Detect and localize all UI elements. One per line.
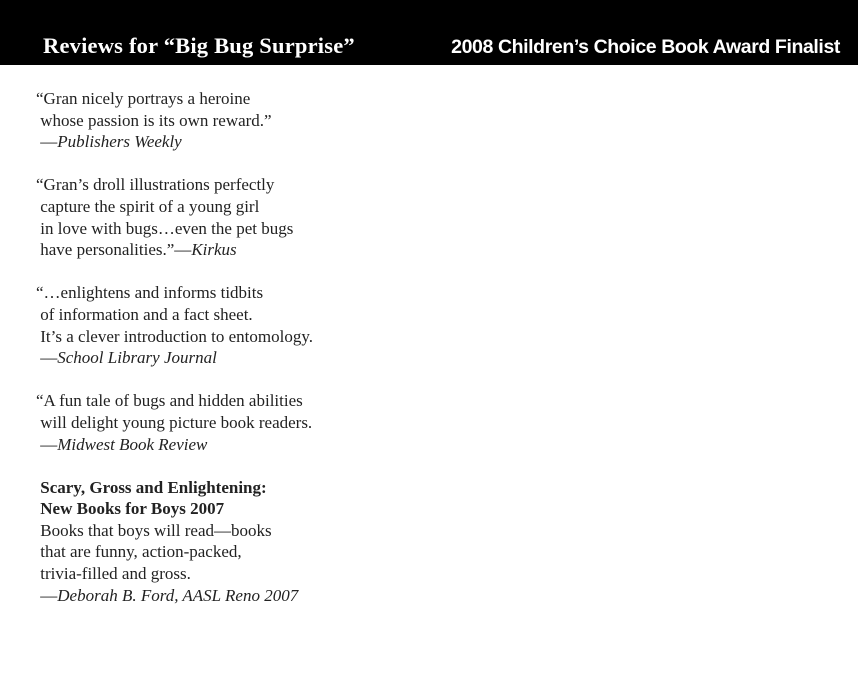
review-line: have personalities.”— [36,240,192,260]
source-dash: — [36,585,58,605]
review-line: “Gran nicely portrays a heroine [36,89,251,108]
review-aasl [36,477,456,607]
review-line: “…enlightens and informs tidbits [36,283,264,303]
review-line: of information and a fact sheet. [36,304,253,324]
review-source-line [36,239,456,261]
review-line: Books that boys will read—books [36,520,272,540]
source-dash: — [36,348,58,368]
review-heading: Scary, Gross and Enlightening: [36,477,267,497]
review-source: Kirkus [191,240,237,260]
review-midwest-book-review [36,390,456,455]
review-line: trivia-filled and gross. [36,564,191,584]
review-source-line [36,347,456,369]
review-line: It’s a clever introduction to entomology. [36,326,313,346]
review-kirkus [36,174,456,260]
review-school-library-journal [36,282,456,368]
award-banner: 2008 Children’s Choice Book Award Finalist [451,36,840,58]
review-line: whose passion is its own reward.” [36,110,272,130]
review-line: that are funny, action-packed, [36,542,242,562]
review-heading: New Books for Boys 2007 [36,499,225,519]
review-line: capture the spirit of a young girl [36,196,260,216]
review-source: Midwest Book Review [57,434,208,454]
review-source-line [36,585,456,607]
reviews-list [36,88,456,628]
review-line: will delight young picture book readers. [36,412,313,432]
review-line: “Gran’s droll illustrations perfectly [36,175,275,195]
review-source: School Library Journal [57,348,217,368]
review-publishers-weekly [36,88,456,153]
review-source: Deborah B. Ford, AASL Reno 2007 [57,585,299,605]
page-title: Reviews for “Big Bug Surprise” [43,33,355,58]
review-source: Publishers Weekly [57,132,182,152]
review-source-line [36,434,456,456]
source-dash: — [36,132,58,152]
source-dash: — [36,434,58,454]
review-source-line [36,131,456,153]
review-line: in love with bugs…even the pet bugs [36,218,294,238]
review-line: “A fun tale of bugs and hidden abilities [36,391,303,411]
